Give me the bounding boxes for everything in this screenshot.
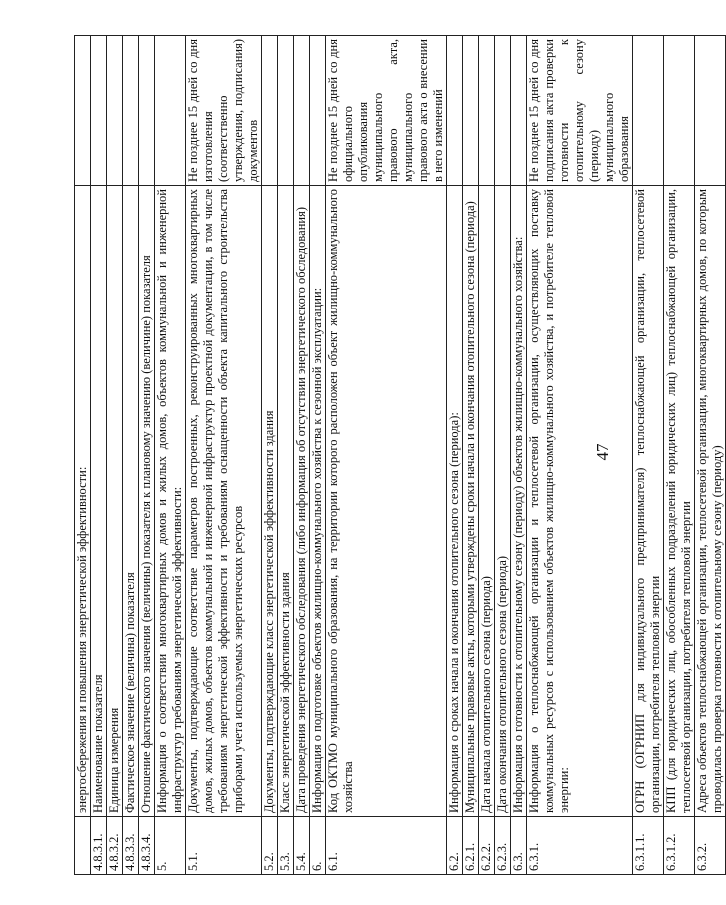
table-row [633, 36, 664, 875]
row-note-cell [123, 36, 139, 186]
row-number-cell: 6. [310, 817, 326, 875]
table-row [463, 36, 479, 875]
row-number-cell: 4.8.3.2. [107, 817, 123, 875]
row-note-cell [695, 36, 726, 186]
row-number-cell: 4.8.3.1. [91, 817, 107, 875]
row-note-cell [107, 36, 123, 186]
table-row [278, 36, 294, 875]
row-text-cell: Документы, подтверждающие класс энергетической эффективности здания [262, 186, 278, 817]
table-row [310, 36, 326, 875]
row-text-cell: Дата начала отопительного сезона (периода) [479, 186, 495, 817]
table-row [91, 36, 107, 875]
row-number-cell: 4.8.3.4. [139, 817, 155, 875]
row-number-cell: 5. [155, 817, 186, 875]
table-row [326, 36, 447, 875]
row-note-cell [463, 36, 479, 186]
row-text-cell: Информация о соответствии многоквартирных домов и жилых домов, объектов коммунальной и инженерной инфраструктур требованиям энергетической эффективности: [155, 186, 186, 817]
row-note-cell [479, 36, 495, 186]
row-note-cell [633, 36, 664, 186]
row-note-cell [294, 36, 310, 186]
row-text-cell: Информация о теплоснабжающей организации и теплосетевой организации, осуществляющих поставку коммунальных ресурсов с использованием объектов жилищно-коммунального хозяйства, и потребителе тепловой энергии: [527, 186, 633, 817]
row-note-cell [139, 36, 155, 186]
row-text-cell: Отношение фактического значения (величины) показателя к плановому значению (величине) показателя [139, 186, 155, 817]
row-number-cell: 6.2.1. [463, 817, 479, 875]
row-text-cell: Фактическое значение (величина) показателя [123, 186, 139, 817]
table-row [695, 36, 726, 875]
row-text-cell: Наименование показателя [91, 186, 107, 817]
table-row [107, 36, 123, 875]
row-number-cell: 6.2.2. [479, 817, 495, 875]
row-note-cell: Не позднее 15 дней со дня подписания акта проверки готовности к отопительному сезону (периоду) муниципального образования [527, 36, 633, 186]
row-text-cell: ОГРН (ОГРНИП для индивидуального предпринимателя) теплоснабжающей организации, теплосетевой организации, потребителя тепловой энергии [633, 186, 664, 817]
row-text-cell: Информация о подготовке объектов жилищно-коммунального хозяйства к сезонной эксплуатации: [310, 186, 326, 817]
row-number-cell: 6.3.1.2. [664, 817, 695, 875]
row-number-cell: 6.2.3. [495, 817, 511, 875]
table-row [262, 36, 278, 875]
row-note-cell: Не позднее 15 дней со дня официального опубликования муниципального правового акта, муниципального правового акта о внесении в него изменений [326, 36, 447, 186]
document-table [74, 35, 726, 875]
table-row [511, 36, 527, 875]
row-text-cell: Информация о готовности к отопительному сезону (периоду) объектов жилищно-коммунального хозяйства: [511, 186, 527, 817]
row-text-cell: Дата проведения энергетического обследования (либо информация об отсутствии энергетического обследования) [294, 186, 310, 817]
row-number-cell: 6.2. [447, 817, 463, 875]
row-text-cell: Единица измерения [107, 186, 123, 817]
table-row [75, 36, 91, 875]
table-row [664, 36, 695, 875]
table-row [479, 36, 495, 875]
row-number-cell [75, 817, 91, 875]
table-row [527, 36, 633, 875]
row-note-cell [495, 36, 511, 186]
row-number-cell: 5.3. [278, 817, 294, 875]
table-row [123, 36, 139, 875]
row-note-cell [155, 36, 186, 186]
table-row [495, 36, 511, 875]
row-number-cell: 4.8.3.3. [123, 817, 139, 875]
table-row [294, 36, 310, 875]
table-row [447, 36, 463, 875]
row-text-cell: энергосбережения и повышения энергетической эффективности: [75, 186, 91, 817]
row-note-cell [511, 36, 527, 186]
row-note-cell [310, 36, 326, 186]
row-text-cell: Класс энергетической эффективности здания [278, 186, 294, 817]
row-text-cell: Информация о сроках начала и окончания отопительного сезона (периода): [447, 186, 463, 817]
table-row [155, 36, 186, 875]
table-row [186, 36, 262, 875]
row-number-cell: 6.1. [326, 817, 447, 875]
table-row [139, 36, 155, 875]
row-text-cell: Адреса объектов теплоснабжающей организации, теплосетевой организации, многоквартирных домов, по которым проводилась проверка готовности к отопительному сезону (периоду) [695, 186, 726, 817]
row-number-cell: 5.4. [294, 817, 310, 875]
row-number-cell: 6.3.2. [695, 817, 726, 875]
row-text-cell: Документы, подтверждающие соответствие параметров построенных, реконструированных многоквартирных домов, жилых домов, объектов коммунальной и инженерной инфраструктур проектной документации, в том числе требованиям энергетической эффективности и требованиям оснащенности объекта капитального строительства приборами учета используемых энергетических ресурсов [186, 186, 262, 817]
row-number-cell: 5.1. [186, 817, 262, 875]
document-table-body [75, 36, 726, 875]
row-text-cell: КПП (для юридических лиц, обособленных подразделений юридических лиц) теплоснабжающей организации, теплосетевой организации, потребителя тепловой энергии [664, 186, 695, 817]
row-number-cell: 6.3. [511, 817, 527, 875]
row-note-cell [447, 36, 463, 186]
row-note-cell [262, 36, 278, 186]
row-note-cell [664, 36, 695, 186]
row-note-cell: Не позднее 15 дней со дня изготовления (соответственно утверждения, подписания) документов [186, 36, 262, 186]
row-note-cell [91, 36, 107, 186]
row-note-cell [75, 36, 91, 186]
row-number-cell: 6.3.1. [527, 817, 633, 875]
row-text-cell: Код ОКТМО муниципального образования, на территории которого расположен объект жилищно-коммунального хозяйства [326, 186, 447, 817]
row-note-cell [278, 36, 294, 186]
row-number-cell: 6.3.1.1. [633, 817, 664, 875]
row-text-cell: Муниципальные правовые акты, которыми утверждены сроки начала и окончания отопительного сезона (периода) [463, 186, 479, 817]
page-number: 47 [593, 443, 612, 461]
row-number-cell: 5.2. [262, 817, 278, 875]
row-text-cell: Дата окончания отопительного сезона (периода) [495, 186, 511, 817]
